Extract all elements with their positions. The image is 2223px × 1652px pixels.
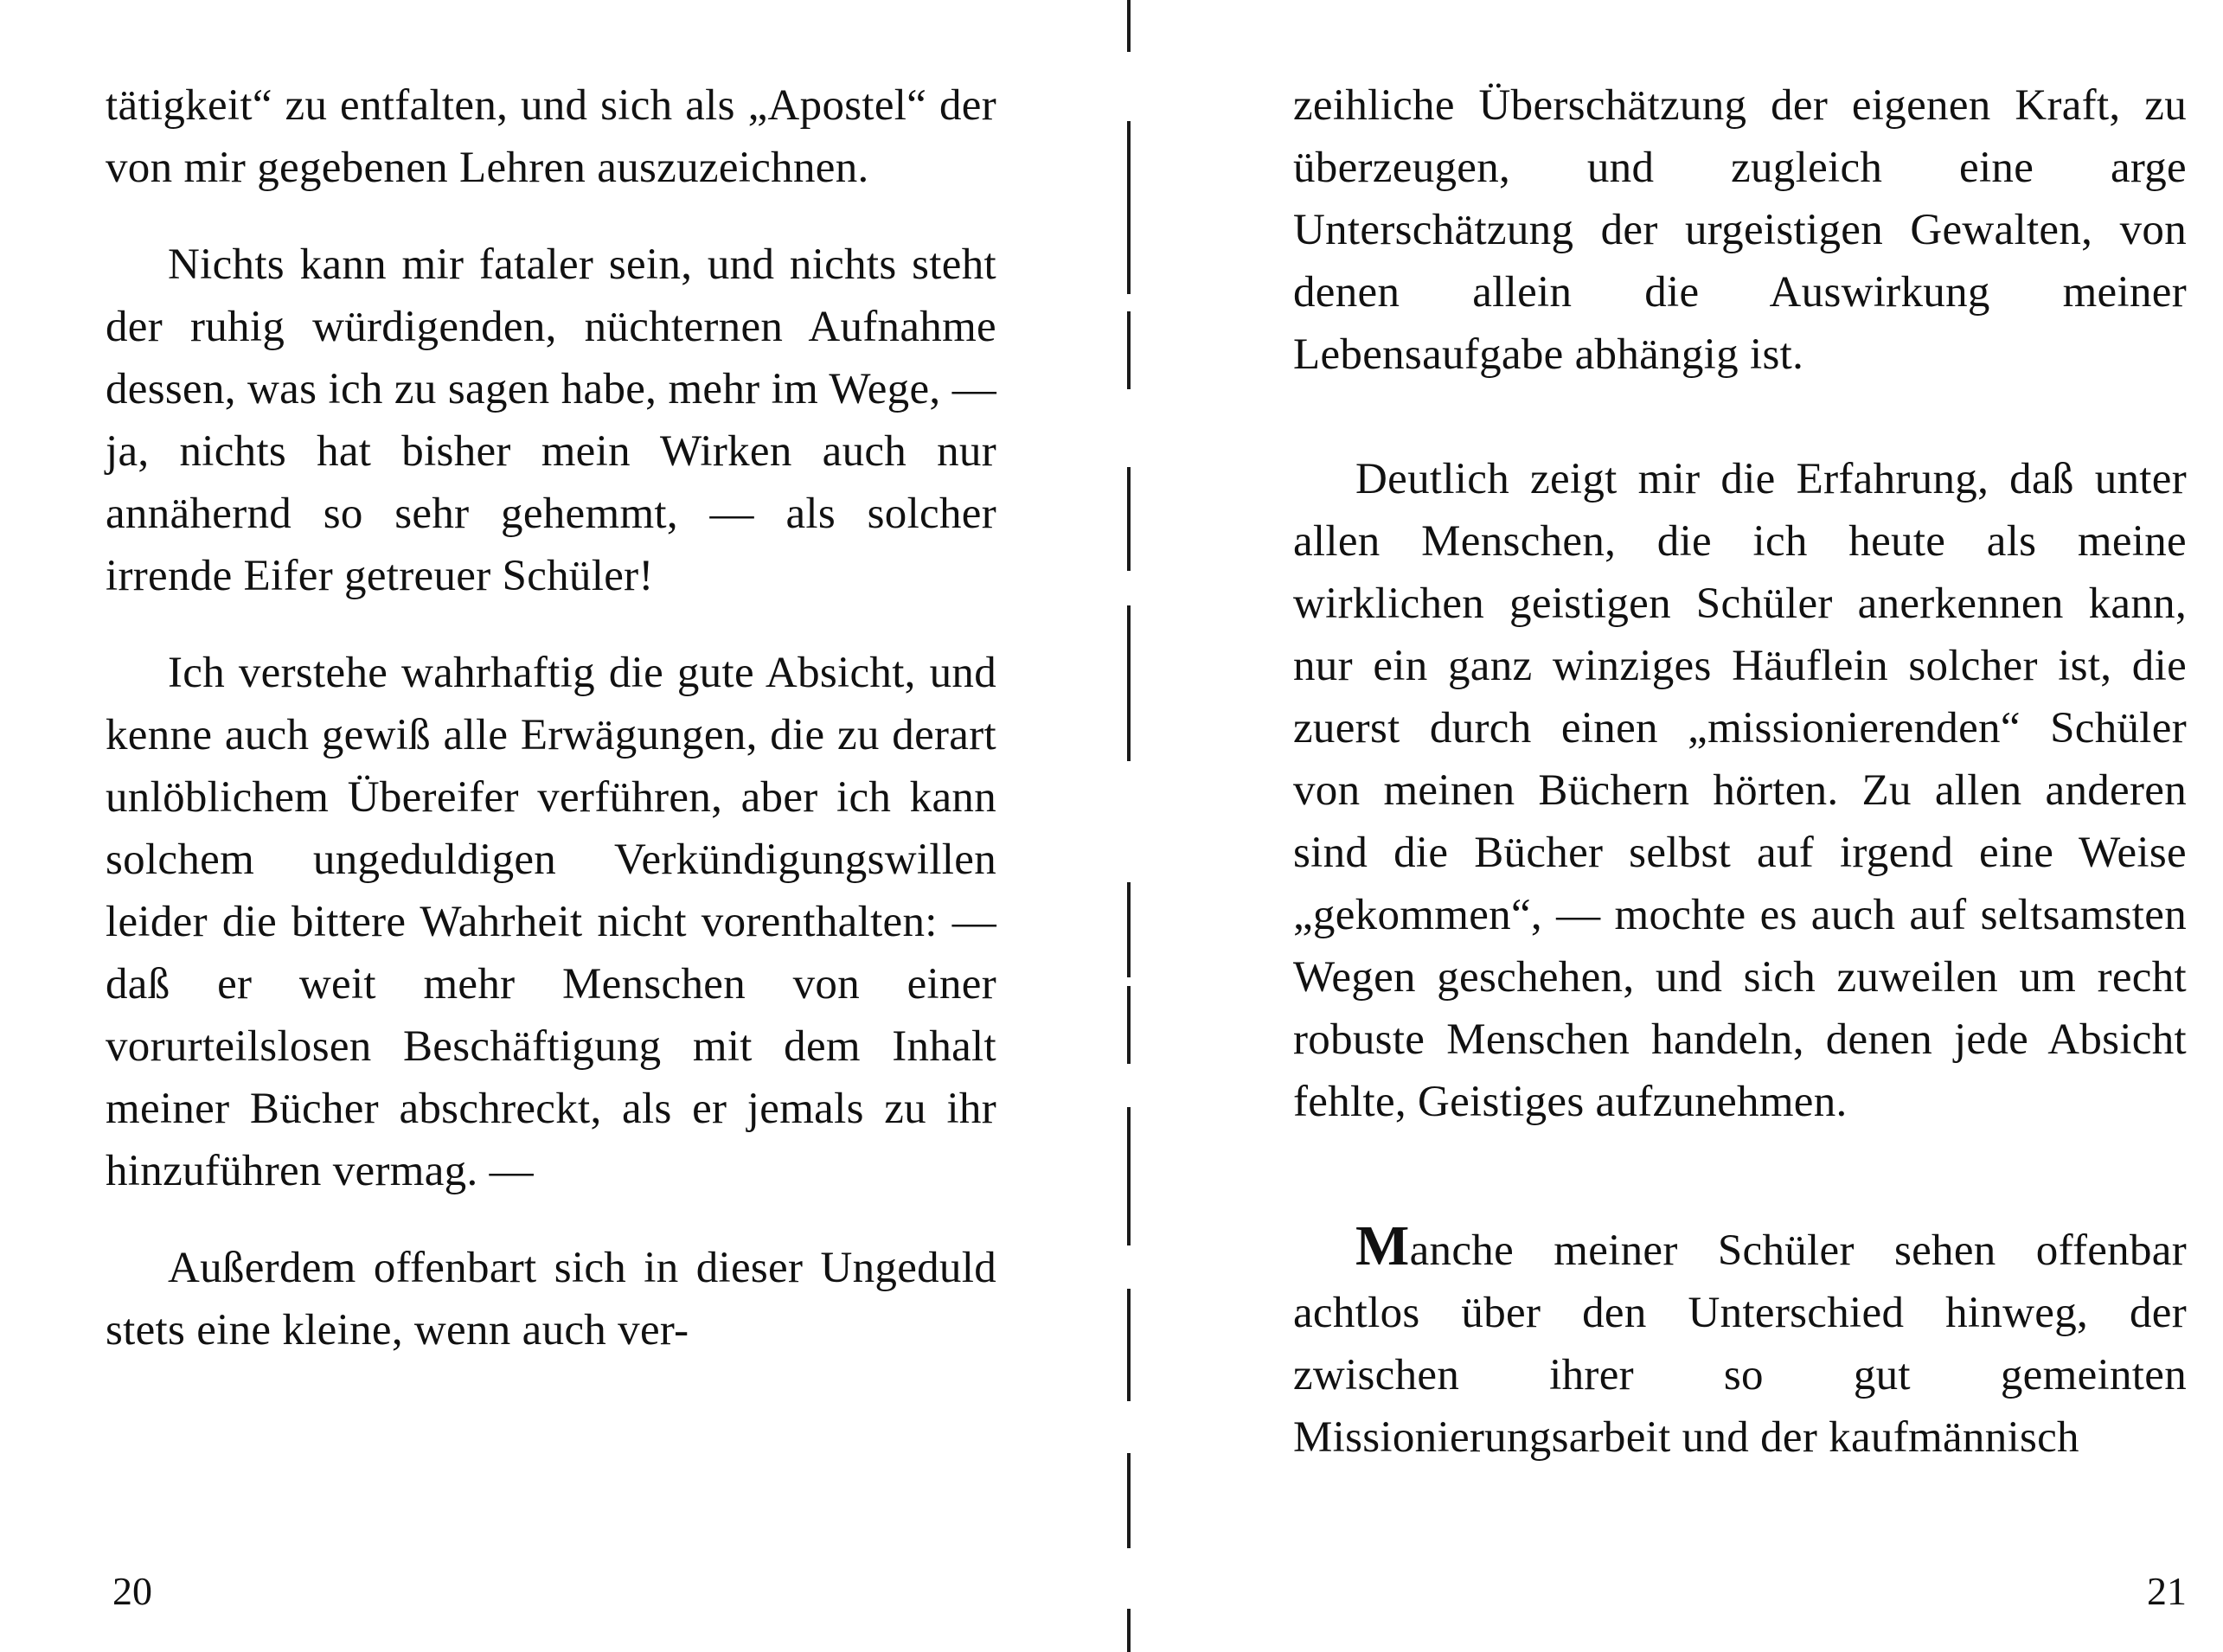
initial-letter: M — [1355, 1214, 1410, 1277]
right-paragraph-1: zeihliche Überschätzung der eigenen Kraft, zu überzeugen, und zugleich eine arge Unterschätzung der urgeistigen Gewalten, von denen allein die Auswirkung meiner Lebensaufgabe abhängig ist. — [1293, 81, 2187, 379]
left-paragraph-2: Nichts kann mir fataler sein, und nichts steht der ruhig würdigenden, nüchternen Aufnahme dessen, was ich zu sagen habe, mehr im Wege, — ja, nichts hat bisher mein Wirken auch nur annähernd so sehr gehemmt, — als solcher irrende Eifer getreuer Schüler! — [106, 240, 996, 600]
section-start-text: anche meiner Schüler sehen offenbar achtlos über den Unterschied hinweg, der zwischen ihrer so gut gemeinten Missionierungsarbeit und der kaufmännisch — [1293, 1226, 2187, 1462]
left-paragraph-1: tätigkeit“ zu entfalten, und sich als „Apostel“ der von mir gegebenen Lehren auszuzeichnen. — [106, 81, 996, 192]
left-paragraph-3: Ich verstehe wahrhaftig die gute Absicht, und kenne auch gewiß alle Erwägungen, die zu derart unlöblichem Übereifer verführen, aber ich kann solchem ungeduldigen Verkündigungswillen leider die bittere Wahrheit nicht vorenthalten: — daß er weit mehr Menschen von einer vorurteilslosen Beschäftigung mit dem Inhalt meiner Bücher abschreckt, als er jemals zu ihr hinzuführen vermag. — — [106, 649, 996, 1195]
right-page — [1133, 0, 2223, 1652]
book-gutter — [1124, 0, 1133, 1652]
page-number-left: 20 — [112, 1569, 152, 1613]
page-number-right: 21 — [2147, 1569, 2187, 1613]
left-paragraph-4: Außerdem offenbart sich in dieser Ungeduld stets eine kleine, wenn auch ver- — [106, 1244, 996, 1354]
right-text-column — [1293, 74, 2187, 1503]
right-section-start-paragraph — [1293, 1214, 2187, 1469]
left-text-column — [106, 74, 996, 1396]
right-paragraph-2: Deutlich zeigt mir die Erfahrung, daß unter allen Menschen, die ich heute als meine wirklichen geistigen Schüler anerkennen kann, nur ein ganz winziges Häuflein solcher ist, die zuerst durch einen „missionierenden“ Schüler von meinen Büchern hörten. Zu allen anderen sind die Bücher selbst auf irgend eine Weise „gekommen“, — mochte es auch auf seltsamsten Wegen geschehen, und sich zuweilen um recht robuste Menschen handeln, denen jede Absicht fehlte, Geistiges aufzunehmen. — [1293, 455, 2187, 1126]
